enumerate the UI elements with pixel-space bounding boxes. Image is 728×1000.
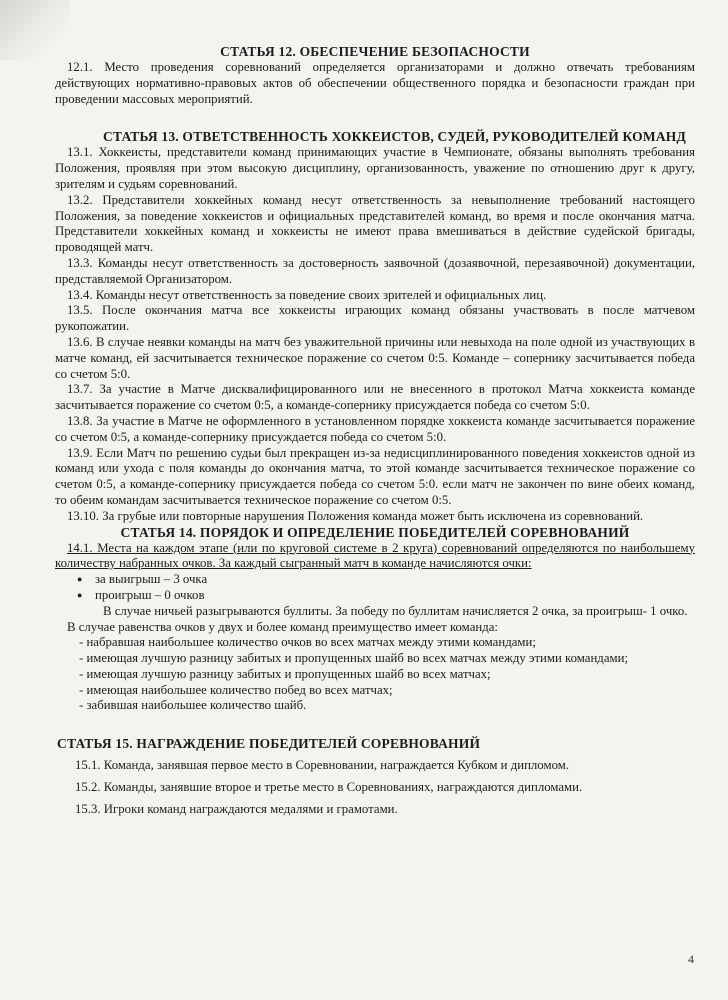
criterion: - имеющая лучшую разницу забитых и пропущенных шайб во всех матчах между этими командами; xyxy=(79,651,629,666)
shootout-note: В случае ничьей разыгрываются буллиты. За победу по буллитам начисляется 2 очка, за проигрыш- 1 очко. xyxy=(103,603,688,618)
section-13-title: СТАТЬЯ 13. ОТВЕТСТВЕННОСТЬ ХОККЕИСТОВ, СУДЕЙ, РУКОВОДИТЕЛЕЙ КОМАНД xyxy=(103,129,686,145)
document-body xyxy=(55,44,695,818)
paragraph-13-2: 13.2. Представители хоккейных команд несут ответственность за невыполнение требований настоящего Положения, за поведение хоккеистов и официальных представителей команд, во время и после окончания матча. Представители хоккейных команд и хоккеисты не имеют права вмешиваться в действие судейской бригады, проводящей матч. xyxy=(55,192,695,255)
paragraph-13-5: 13.5. После окончания матча все хоккеисты играющих команд обязаны участвовать в после матчевом рукопожатии. xyxy=(55,303,695,334)
section-15-body xyxy=(55,752,695,817)
paragraph-15-1: 15.1. Команда, занявшая первое место в Соревновании, награждается Кубком и дипломом. xyxy=(75,758,570,773)
list-item: ● за выигрыш – 3 очка xyxy=(77,572,695,588)
paragraph-13-6: 13.6. В случае неявки команды на матч без уважительной причины или невыхода на поле одной из участвующих в матче команд, ей засчитывается техническое поражение со счетом 0:5. Команде – сопернику засчитывается победа со счетом 5:0. xyxy=(55,334,695,381)
criterion: - забившая наибольшее количество шайб. xyxy=(79,698,307,713)
section-12-title: СТАТЬЯ 12. ОБЕСПЕЧЕНИЕ БЕЗОПАСНОСТИ xyxy=(220,44,530,59)
paragraph-15-2: 15.2. Команды, занявшие второе и третье место в Соревнованиях, награждаются дипломами. xyxy=(75,780,583,795)
paragraph-13-4: 13.4. Команды несут ответственность за поведение своих зрителей и официальных лиц. xyxy=(67,287,547,302)
paragraph-14-1-number: 14.1. xyxy=(67,540,93,555)
criterion: - имеющая лучшую разницу забитых и пропущенных шайб во всех матчах; xyxy=(79,666,491,681)
tie-break-intro: В случае равенства очков у двух и более команд преимущество имеет команда: xyxy=(67,619,498,634)
paragraph-13-10: 13.10. За грубые или повторные нарушения Положения команда может быть исключена из соревнований. xyxy=(67,508,644,523)
paragraph-14-1 xyxy=(55,541,695,573)
criterion: - имеющая наибольшее количество побед во всех матчах; xyxy=(79,682,393,697)
section-15-title: СТАТЬЯ 15. НАГРАЖДЕНИЕ ПОБЕДИТЕЛЕЙ СОРЕВНОВАНИЙ xyxy=(57,736,481,752)
paragraph-15-3: 15.3. Игроки команд награждаются медалями и грамотами. xyxy=(75,801,398,816)
paragraph-13-8: 13.8. За участие в Матче не оформленного в установленном порядке хоккеиста команде засчитывается поражение со счетом 0:5, а команде-сопернику присуждается победа со счетом 5:0. xyxy=(55,413,695,444)
paragraph-13-3: 13.3. Команды несут ответственность за достоверность заявочной (дозаявочной, перезаявочной) документации, представляемой Организатором. xyxy=(55,255,695,286)
paragraph-13-7: 13.7. За участие в Матче дисквалифицированного или не внесенного в протокол Матча хоккеиста команде засчитывается поражение со счетом 0:5, а команде-сопернику присуждается победа со счетом 5:0. xyxy=(55,382,695,413)
paragraph-13-9: 13.9. Если Матч по решению судьи был прекращен из-за недисциплинированного поведения хоккеистов одной из команд или ухода с поля команды до окончания матча, то этой команде засчитывается техническое поражение со счетом 0:5, а команде-сопернику присуждается победа со счетом 5:0. если матч не закончен по вине обеих команд, то обеим командам засчитывается техническое поражение со счетом 0:5. xyxy=(55,445,695,507)
page-number: 4 xyxy=(688,952,694,966)
points-list xyxy=(55,572,695,604)
criterion: - набравшая наибольшее количество очков во всех матчах между этими командами; xyxy=(79,635,536,650)
paragraph-14-1-text: Места на каждом этапе (или по круговой системе в 2 круга) соревнований определяются по наибольшему количеству набранных очков. За каждый сыгранный матч в команде начисляются очки: xyxy=(55,540,695,571)
section-14-title: СТАТЬЯ 14. ПОРЯДОК И ОПРЕДЕЛЕНИЕ ПОБЕДИТЕЛЕЙ СОРЕВНОВАНИЙ xyxy=(120,524,630,540)
paragraph-13-1: 13.1. Хоккеисты, представители команд принимающих участие в Чемпионате, обязаны выполнять требования Положения, проявляя при этом высокую дисциплину, организованность, уважение по отношению друг к другу, зрителям и судьям соревнований. xyxy=(55,145,695,191)
paragraph-12-1: 12.1. Место проведения соревнований определяется организаторами и должно отвечать требованиям действующих нормативно-правовых актов об обеспечении общественного порядка и безопасности граждан при проведении массовых мероприятий. xyxy=(55,60,695,106)
list-item: ● проигрыш – 0 очков xyxy=(77,588,695,604)
